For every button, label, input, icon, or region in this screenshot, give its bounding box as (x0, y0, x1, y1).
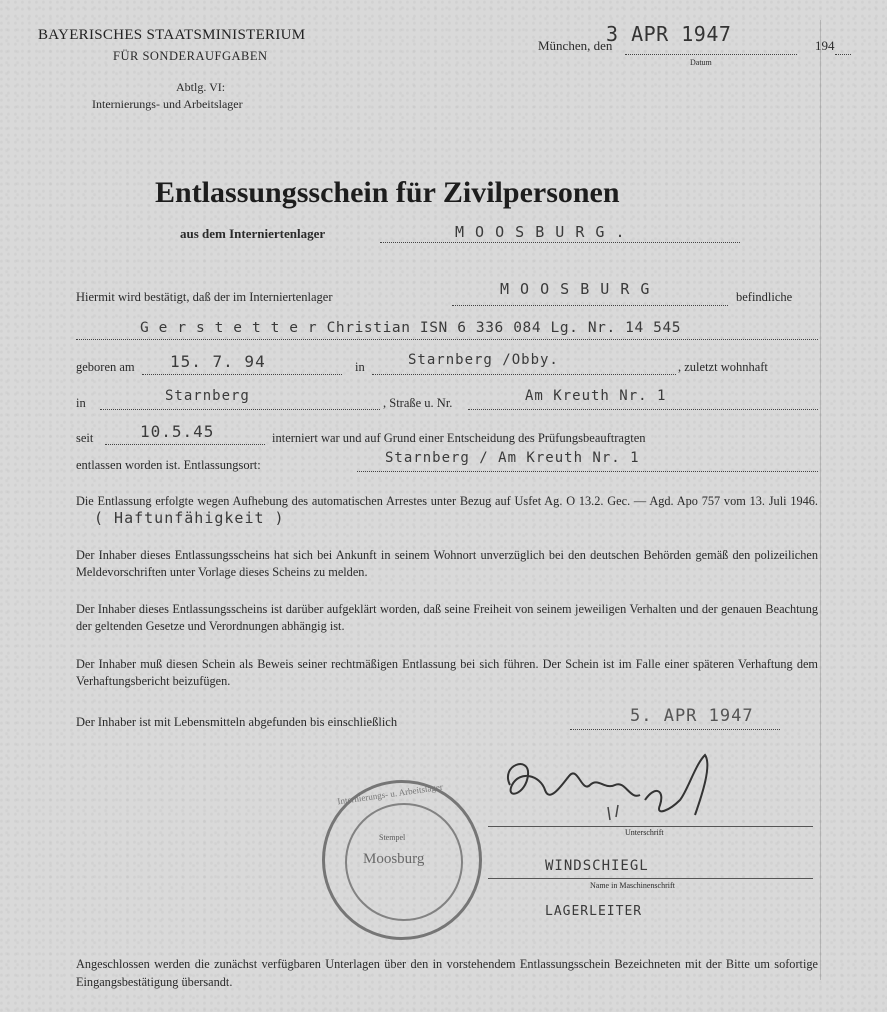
date-line (625, 54, 797, 55)
since-label: seit (76, 431, 94, 445)
rations-text: Der Inhaber ist mit Lebensmitteln abgefunden bis einschließlich (76, 715, 398, 729)
year-line (835, 54, 851, 55)
proof-paragraph: Der Inhaber muß diesen Schein als Beweis seiner rechtmäßigen Entlassung bei sich führen. Der Schein ist im Falle einer späteren Verhaftung dem Verhaftungsbericht beizufügen. (76, 657, 818, 688)
camp-name: M O O S B U R G . (455, 223, 626, 241)
conduct-paragraph: Der Inhaber dieses Entlassungsscheins ist darüber aufgeklärt worden, daß seine Freiheit von seinem jeweiligen Verhalten und der genauen Beachtung der geltenden Gesetze und Verordnungen abhängig ist. (76, 602, 818, 633)
camp-stamp (322, 780, 482, 940)
camp-label: aus dem Interniertenlager (180, 226, 326, 241)
camp-name-repeat: M O O S B U R G (500, 280, 651, 298)
interned-text: interniert war und auf Grund einer Entscheidung des Prüfungsbeauftragten (272, 431, 646, 445)
intro-text: Hiermit wird bestätigt, daß der im Interniertenlager (76, 290, 333, 304)
margin-rule (820, 20, 821, 980)
ministry-subtitle: FÜR SONDERAUFGABEN (113, 49, 268, 63)
since-line (105, 444, 265, 445)
signature-caption: Unterschrift (625, 828, 664, 837)
street-label: , Straße u. Nr. (383, 396, 453, 410)
since-date: 10.5.45 (140, 422, 215, 441)
born-label: geboren am (76, 360, 135, 374)
release-place: Starnberg / Am Kreuth Nr. 1 (385, 450, 640, 466)
date-stamp: 3 APR 1947 (606, 22, 732, 46)
residence: Starnberg (165, 388, 250, 404)
stamp-label: Stempel (379, 833, 406, 842)
document-title: Entlassungsschein für Zivilpersonen (155, 176, 620, 209)
born-date-line (142, 374, 342, 375)
typed-name-line (488, 878, 813, 879)
reason-typed: ( Haftunfähigkeit ) (94, 509, 285, 527)
stamp-ring-text: Internierungs- u. Arbeitslager (336, 781, 444, 807)
handwritten-signature (490, 745, 730, 830)
stamp-text: Moosburg (363, 851, 425, 867)
year-suffix: 194 (815, 38, 835, 53)
residence-in-label: in (76, 396, 86, 410)
street-line (468, 409, 818, 410)
city-date-label: München, den (538, 38, 613, 53)
camp-line (380, 242, 740, 243)
born-place: Starnberg /Obby. (408, 352, 559, 368)
last-resident-label: , zuletzt wohnhaft (678, 360, 768, 374)
born-in-label: in (355, 360, 365, 374)
reason-paragraph (76, 493, 818, 528)
typed-name: WINDSCHIEGL (545, 858, 649, 874)
rations-date: 5. APR 1947 (630, 706, 754, 726)
ministry-name: BAYERISCHES STAATSMINISTERIUM (38, 27, 306, 43)
release-place-line (357, 471, 818, 472)
name-line (76, 339, 818, 340)
typed-name-caption: Name in Maschinenschrift (590, 881, 675, 890)
internee-name: G e r s t e t t e r Christian ISN 6 336 084 Lg. Nr. 14 545 (140, 320, 682, 336)
date-caption: Datum (690, 58, 712, 67)
born-place-line (372, 374, 676, 375)
intro-line (452, 305, 728, 306)
street: Am Kreuth Nr. 1 (525, 388, 667, 404)
rations-line (570, 729, 780, 730)
reason-text: Die Entlassung erfolgte wegen Aufhebung des automatischen Arrestes unter Bezug auf Usfet Ag. O 13.2. Gec. — Agd. Apo 757 vom 13. Juli 1946. (76, 494, 818, 508)
released-label: entlassen worden ist. Entlassungsort: (76, 458, 261, 472)
closing-paragraph: Angeschlossen werden die zunächst verfügbaren Unterlagen über den in vorstehendem Entlassungsschein Bezeichneten mit der Bitte um sofortige Eingangsbestätigung übersandt. (76, 957, 818, 989)
department-sub: Internierungs- und Arbeitslager (92, 97, 243, 111)
department: Abtlg. VI: (176, 80, 226, 94)
born-date: 15. 7. 94 (170, 352, 266, 371)
residence-line (100, 409, 380, 410)
role: LAGERLEITER (545, 904, 643, 919)
signature-line (488, 826, 813, 827)
present-text: befindliche (736, 290, 793, 304)
registration-paragraph: Der Inhaber dieses Entlassungsscheins hat sich bei Ankunft in seinem Wohnort unverzüglich bei den deutschen Behörden gemäß den polizeilichen Meldevorschriften unter Vorlage dieses Scheins zu melden. (76, 548, 818, 579)
